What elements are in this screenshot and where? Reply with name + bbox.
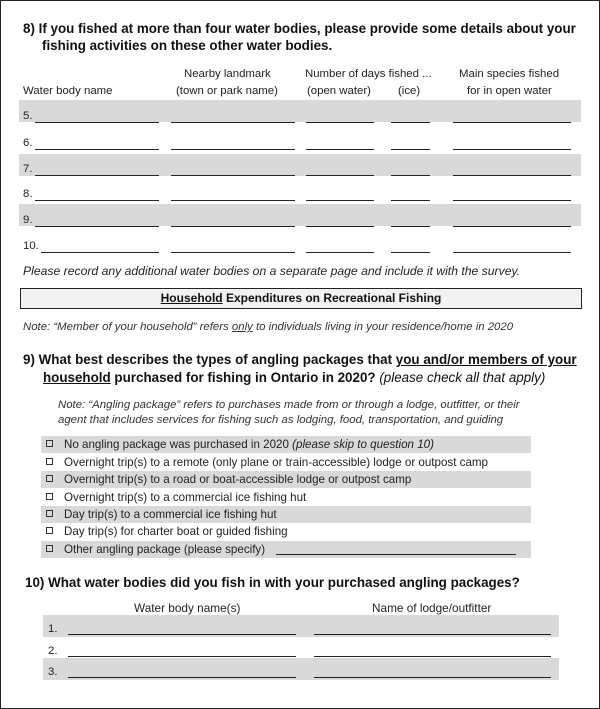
option-day-ice-hut[interactable] xyxy=(46,508,277,521)
water-body-name-field[interactable] xyxy=(41,252,159,253)
q9-title-part: purchased for fishing in Ontario in 2020? xyxy=(110,370,380,385)
checkbox[interactable] xyxy=(46,545,53,552)
days-open-water-field[interactable] xyxy=(306,122,374,123)
col-days-open-header: (open water) xyxy=(307,85,371,97)
row-shade xyxy=(19,154,581,176)
option-label: Other angling package (please specify) xyxy=(64,543,266,556)
row-number: 10. xyxy=(23,240,39,252)
q9-title-part: 9) What best describes the types of angling packages that xyxy=(23,352,396,367)
species-field[interactable] xyxy=(453,175,571,176)
lodge-outfitter-field[interactable] xyxy=(314,677,551,678)
option-label: Overnight trip(s) to a remote (only plane or train-accessible) lodge or outpost camp xyxy=(64,456,489,469)
water-body-name-field[interactable] xyxy=(35,226,159,227)
water-body-name-field[interactable] xyxy=(35,149,159,150)
col-days-header: Number of days fished ... xyxy=(305,68,432,80)
col-water-body-header: Water body name xyxy=(23,85,113,97)
option-other[interactable] xyxy=(46,543,265,556)
days-open-water-field[interactable] xyxy=(306,149,374,150)
days-open-water-field[interactable] xyxy=(306,200,374,201)
option-label: Day trip(s) to a commercial ice fishing hut xyxy=(64,508,277,521)
checkbox[interactable] xyxy=(46,510,53,517)
q8-footer-instruction: Please record any additional water bodies on a separate page and include it with the survey. xyxy=(23,264,521,278)
option-skip-instruction: (please skip to question 10) xyxy=(292,438,434,451)
row-number: 2. xyxy=(48,645,58,657)
q9-title-household: household xyxy=(43,370,111,385)
q9-title-emph: you and/or members of your xyxy=(395,352,577,367)
row-number: 8. xyxy=(23,188,33,200)
checkbox[interactable] xyxy=(46,475,53,482)
species-field[interactable] xyxy=(453,149,571,150)
household-note-only: only xyxy=(231,321,253,333)
q9-title-instruction: (please check all that apply) xyxy=(379,370,546,385)
col-water-bodies-header: Water body name(s) xyxy=(134,601,241,615)
section-banner xyxy=(20,288,582,309)
option-overnight-ice-hut[interactable] xyxy=(46,491,306,504)
option-remote-lodge[interactable] xyxy=(46,456,488,469)
banner-household: Household xyxy=(160,291,223,305)
landmark-field[interactable] xyxy=(171,122,295,123)
option-road-lodge[interactable] xyxy=(46,473,411,486)
landmark-field[interactable] xyxy=(171,149,295,150)
checkbox[interactable] xyxy=(46,493,53,500)
landmark-field[interactable] xyxy=(171,252,295,253)
col-species-header: Main species fished xyxy=(459,68,560,80)
checkbox[interactable] xyxy=(46,440,53,447)
days-open-water-field[interactable] xyxy=(306,175,374,176)
row-shade xyxy=(19,100,581,122)
water-body-name-field[interactable] xyxy=(68,634,296,635)
lodge-outfitter-field[interactable] xyxy=(314,656,551,657)
row-number: 5. xyxy=(23,110,33,122)
col-lodge-header: Name of lodge/outfitter xyxy=(372,601,492,615)
days-ice-field[interactable] xyxy=(391,252,430,253)
days-ice-field[interactable] xyxy=(391,175,430,176)
option-label: Day trip(s) for charter boat or guided fishing xyxy=(64,525,288,538)
checkbox[interactable] xyxy=(46,458,53,465)
species-field[interactable] xyxy=(453,252,571,253)
landmark-field[interactable] xyxy=(171,226,295,227)
row-number: 9. xyxy=(23,214,33,226)
lodge-outfitter-field[interactable] xyxy=(314,634,551,635)
angling-note-line2: agent that includes services for fishing such as lodging, food, transportation, and guiding xyxy=(58,414,504,426)
option-label: Overnight trip(s) to a road or boat-accessible lodge or outpost camp xyxy=(64,473,412,486)
water-body-name-field[interactable] xyxy=(35,200,159,201)
row-shade xyxy=(19,204,581,226)
household-note-text: Note: “Member of your household” refers xyxy=(23,321,232,333)
days-ice-field[interactable] xyxy=(391,226,430,227)
household-note xyxy=(23,321,513,333)
days-ice-field[interactable] xyxy=(391,149,430,150)
option-charter-guided[interactable] xyxy=(46,525,288,538)
col-landmark-subheader: (town or park name) xyxy=(176,85,278,97)
days-ice-field[interactable] xyxy=(391,122,430,123)
water-body-name-field[interactable] xyxy=(35,175,159,176)
species-field[interactable] xyxy=(453,200,571,201)
col-landmark-header: Nearby landmark xyxy=(184,68,271,80)
days-ice-field[interactable] xyxy=(391,200,430,201)
option-label: No angling package was purchased in 2020 xyxy=(64,438,293,451)
angling-note-line1: Note: “Angling package” refers to purchases made from or through a lodge, outfitter, or their xyxy=(58,399,520,411)
landmark-field[interactable] xyxy=(171,200,295,201)
banner-title: Expenditures on Recreational Fishing xyxy=(222,291,442,305)
days-open-water-field[interactable] xyxy=(306,252,374,253)
q8-title-line1: 8) If you fished at more than four water bodies, please provide some details about your xyxy=(23,21,576,36)
q9-title-line2 xyxy=(43,370,545,386)
row-number: 3. xyxy=(48,666,58,678)
q10-title: 10) What water bodies did you fish in with your purchased angling packages? xyxy=(25,575,520,590)
row-number: 1. xyxy=(48,623,58,635)
q9-title-line1 xyxy=(23,352,577,368)
household-note-end: to individuals living in your residence/home in 2020 xyxy=(252,321,514,333)
q8-title-line2: fishing activities on these other water bodies. xyxy=(42,38,333,53)
species-field[interactable] xyxy=(453,226,571,227)
other-specify-field[interactable] xyxy=(276,554,516,555)
col-species-subheader: for in open water xyxy=(467,85,552,97)
option-label: Overnight trip(s) to a commercial ice fishing hut xyxy=(64,491,307,504)
days-open-water-field[interactable] xyxy=(306,226,374,227)
water-body-name-field[interactable] xyxy=(35,122,159,123)
row-number: 7. xyxy=(23,163,33,175)
landmark-field[interactable] xyxy=(171,175,295,176)
option-no-package[interactable] xyxy=(46,438,434,451)
water-body-name-field[interactable] xyxy=(68,656,296,657)
col-days-ice-header: (ice) xyxy=(398,85,421,97)
water-body-name-field[interactable] xyxy=(68,677,296,678)
checkbox[interactable] xyxy=(46,527,53,534)
row-number: 6. xyxy=(23,137,33,149)
species-field[interactable] xyxy=(453,122,571,123)
